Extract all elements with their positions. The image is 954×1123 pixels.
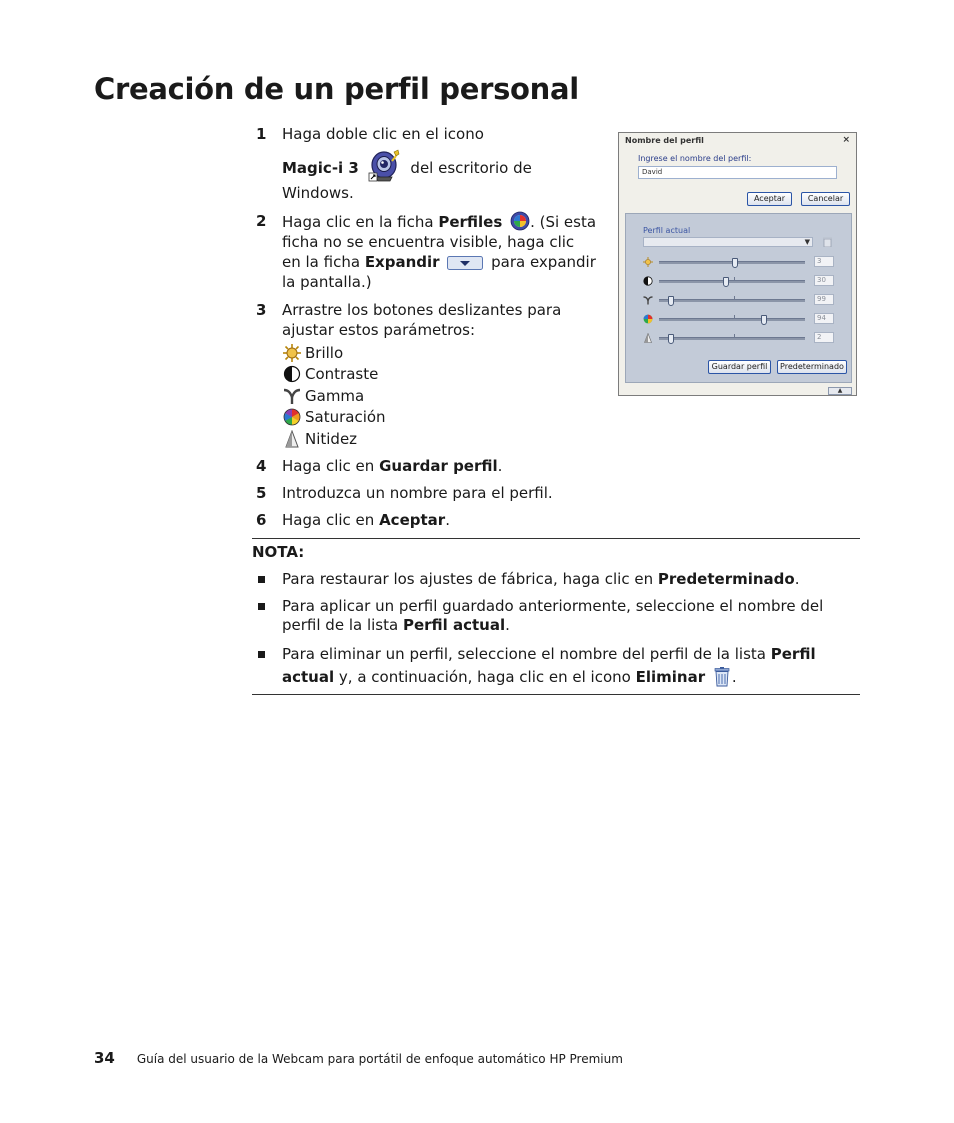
step-text: para expandir la pantalla.) [282, 253, 596, 291]
save-profile-button[interactable]: Guardar perfil [708, 360, 771, 374]
cancel-button[interactable]: Cancelar [801, 192, 850, 206]
brightness-value-field[interactable]: 3 [814, 256, 834, 267]
bullet-icon [258, 651, 265, 658]
contrast-slider[interactable] [659, 280, 805, 283]
slider-thumb[interactable] [761, 315, 767, 325]
step-number: 1 [256, 125, 267, 143]
note-bold: Perfil actual [282, 645, 816, 686]
note-item [252, 570, 860, 589]
slider-thumb[interactable] [732, 258, 738, 268]
parameter-label: Contraste [305, 365, 379, 384]
contrast-icon [282, 364, 302, 384]
slider-thumb[interactable] [723, 277, 729, 287]
slider-center-tick [734, 334, 735, 338]
parameter-item [282, 428, 597, 450]
step-text: . [497, 456, 503, 475]
parameter-label: Saturación [305, 408, 386, 427]
gamma-icon [282, 386, 302, 406]
trash-icon [712, 667, 732, 687]
default-button[interactable]: Predeterminado [777, 360, 847, 374]
step-bold: Magic-i 3 [282, 159, 359, 177]
profile-name-label: Ingrese el nombre del perfil: [638, 154, 752, 163]
steps-list [252, 124, 597, 530]
step-number: 3 [256, 301, 267, 319]
profile-name-dialog [618, 132, 857, 396]
parameter-label: Gamma [305, 386, 365, 405]
saturation-slider[interactable] [659, 318, 805, 321]
step-text: . (Si esta ficha no se encuentra visible, haga clic en la ficha [282, 213, 597, 271]
step-bold: Guardar perfil [379, 456, 498, 475]
note-list [252, 570, 860, 697]
step-number: 4 [256, 456, 267, 475]
brightness-icon [282, 343, 302, 363]
note-item [252, 597, 860, 635]
note-title: NOTA: [252, 543, 305, 561]
bullet-icon [258, 603, 265, 610]
dialog-title: Nombre del perfil [625, 136, 704, 145]
step-text: Haga doble clic en el icono [282, 125, 484, 143]
page-title: Creación de un perfil personal [94, 72, 579, 106]
sharpness-slider[interactable] [659, 337, 805, 340]
slider-thumb[interactable] [668, 296, 674, 306]
parameter-label: Nitidez [305, 429, 358, 448]
gamma-icon [643, 295, 653, 305]
note-bold: Predeterminado [657, 570, 795, 588]
step-bold: Aceptar [379, 510, 446, 529]
parameter-item [282, 364, 597, 386]
note-top-divider [252, 538, 860, 539]
parameter-item [282, 385, 597, 407]
step-6 [252, 510, 597, 530]
brightness-icon [643, 257, 653, 267]
sharpness-icon [643, 333, 653, 343]
close-icon[interactable]: × [842, 135, 850, 145]
page-footer [94, 1049, 623, 1067]
current-profile-select[interactable] [643, 237, 813, 247]
note-item [252, 643, 860, 689]
step-bold: Perfiles [438, 213, 503, 231]
profiles-tab-icon [510, 211, 530, 231]
slider-row-contrast [643, 275, 848, 287]
step-text: Introduzca un nombre para el perfil. [282, 483, 553, 502]
brightness-slider[interactable] [659, 261, 805, 264]
step-4 [252, 456, 597, 476]
magic-i-webcam-icon [368, 149, 402, 183]
step-text: del escritorio de Windows. [282, 159, 532, 202]
parameter-label: Brillo [305, 343, 344, 362]
note-text: y, a continuación, haga clic en el icono [338, 668, 631, 686]
slider-row-saturation [643, 313, 848, 325]
note-text: Para aplicar un perfil guardado anteriormente, seleccione el nombre del perfil de la lista [282, 597, 824, 634]
gamma-slider[interactable] [659, 299, 805, 302]
parameter-list [282, 342, 597, 450]
note-bold: Eliminar [635, 668, 706, 686]
contrast-icon [643, 276, 653, 286]
step-5 [252, 483, 597, 503]
saturation-icon [643, 314, 653, 324]
step-2 [252, 211, 597, 292]
step-number: 6 [256, 510, 267, 529]
sharpness-icon [282, 429, 302, 449]
collapse-button[interactable]: ▲ [828, 387, 852, 395]
step-number: 2 [256, 212, 267, 230]
expand-button-icon [447, 255, 483, 269]
saturation-icon [282, 407, 302, 427]
chevron-down-icon: ▼ [804, 238, 810, 246]
step-3 [252, 300, 597, 450]
note-bottom-divider [252, 694, 860, 695]
contrast-value-field[interactable]: 30 [814, 275, 834, 286]
accept-button[interactable]: Aceptar [747, 192, 792, 206]
step-text: Haga clic en [282, 456, 375, 475]
note-text: . [505, 616, 510, 634]
step-text: Haga clic en [282, 510, 375, 529]
profile-name-input[interactable]: David [638, 166, 837, 179]
parameter-item [282, 342, 597, 364]
note-text: Para restaurar los ajustes de fábrica, haga clic en [282, 570, 654, 588]
slider-center-tick [734, 315, 735, 319]
step-number: 5 [256, 483, 267, 502]
delete-icon[interactable] [823, 237, 832, 247]
note-text: . [731, 668, 737, 686]
slider-center-tick [734, 277, 735, 281]
step-text: Arrastre los botones deslizantes para ajustar estos parámetros: [282, 301, 562, 339]
note-text: . [794, 570, 800, 588]
slider-row-brightness [643, 256, 848, 268]
step-text: Haga clic en la ficha [282, 213, 434, 231]
page-number: 34 [94, 1049, 115, 1067]
profile-settings-panel [625, 213, 852, 383]
note-text: Para eliminar un perfil, seleccione el nombre del perfil de la lista [282, 645, 766, 663]
slider-row-sharpness [643, 332, 848, 344]
parameter-item [282, 407, 597, 429]
step-bold: Expandir [364, 253, 440, 271]
gamma-value-field[interactable]: 99 [814, 294, 834, 305]
note-bold: Perfil actual [402, 616, 506, 634]
step-text: . [445, 510, 450, 529]
saturation-value-field[interactable]: 94 [814, 313, 834, 324]
step-1 [252, 124, 597, 203]
dialog-titlebar [619, 133, 856, 149]
slider-row-gamma [643, 294, 848, 306]
bullet-icon [258, 576, 265, 583]
slider-thumb[interactable] [668, 334, 674, 344]
footer-text: Guía del usuario de la Webcam para portátil de enfoque automático HP Premium [136, 1052, 623, 1066]
current-profile-label: Perfil actual [643, 226, 691, 235]
sharpness-value-field[interactable]: 2 [814, 332, 834, 343]
slider-center-tick [734, 296, 735, 300]
